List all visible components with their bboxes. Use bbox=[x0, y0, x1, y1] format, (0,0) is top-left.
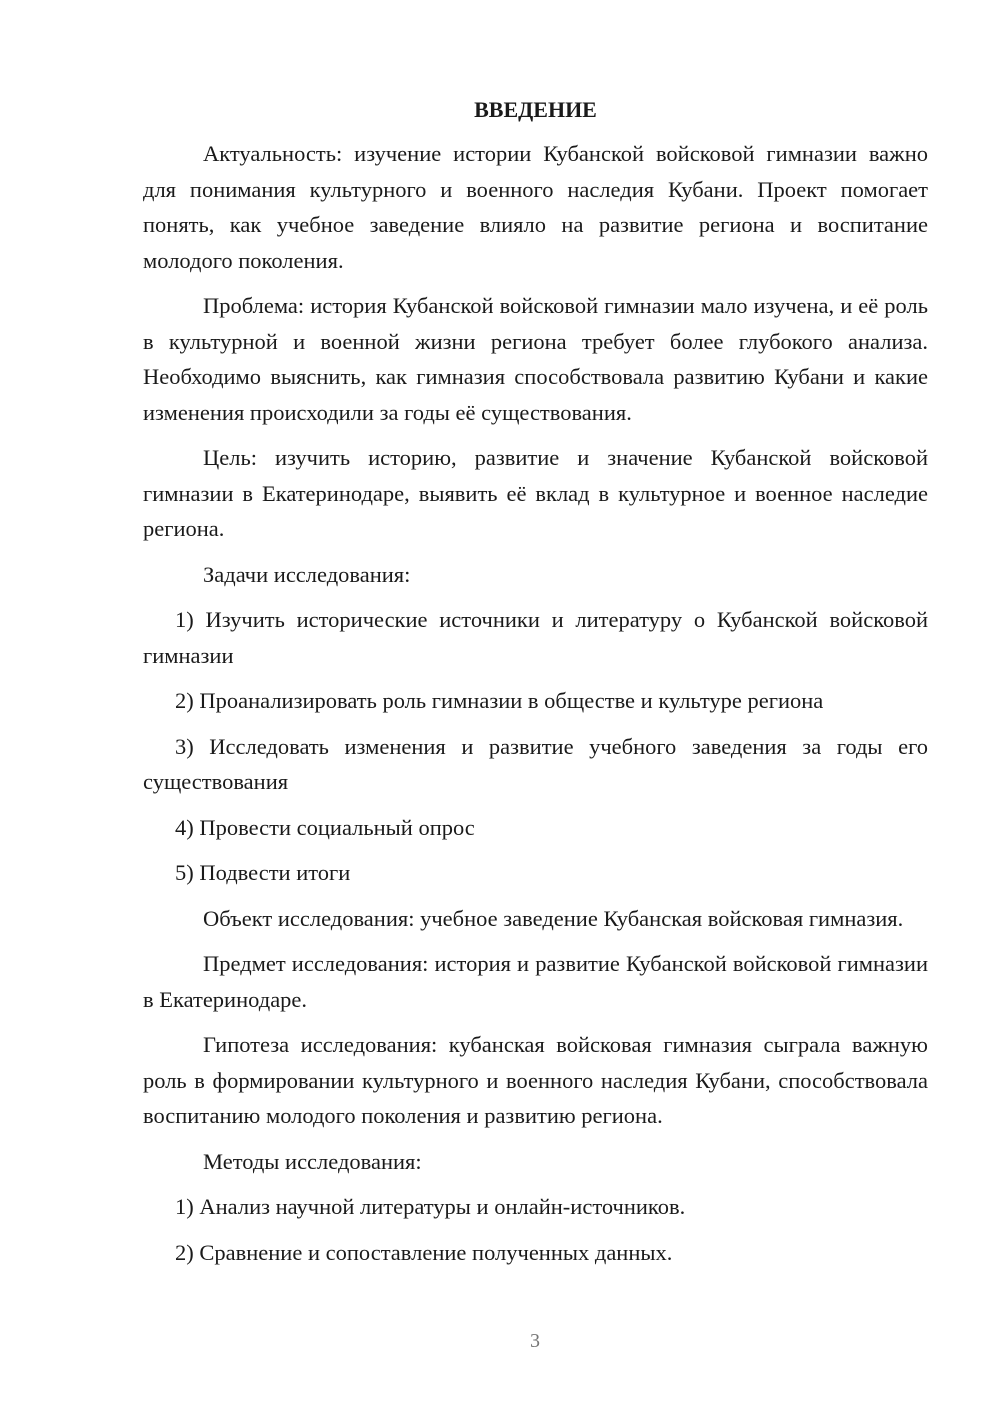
task-item-1: 1) Изучить исторические источники и литературу о Кубанской войсковой гимназии bbox=[143, 607, 928, 668]
task-item-5: 5) Подвести итоги bbox=[175, 860, 351, 885]
section-title: ВВЕДЕНИЕ bbox=[474, 97, 597, 122]
paragraph-relevance: Актуальность: изучение истории Кубанской войсковой гимназии важно для понимания культурного и военного наследия Кубани. Проект помогает понять, как учебное заведение влияло на развитие региона и воспитание молодого поколения. bbox=[143, 141, 928, 273]
page-number: 3 bbox=[530, 1330, 540, 1352]
paragraph-object: Объект исследования: учебное заведение Кубанская войсковая гимназия. bbox=[203, 905, 904, 931]
task-item-2: 2) Проанализировать роль гимназии в обществе и культуре региона bbox=[175, 688, 824, 713]
page-content bbox=[143, 90, 928, 1280]
task-item-3: 3) Исследовать изменения и развитие учебного заведения за годы его существования bbox=[143, 733, 928, 794]
paragraph-hypothesis: Гипотеза исследования: кубанская войсковая гимназия сыграла важную роль в формировании культурного и военного наследия Кубани, способствовала воспитанию молодого поколения и развитию региона. bbox=[143, 1032, 928, 1128]
tasks-heading: Задачи исследования: bbox=[203, 561, 411, 587]
methods-heading: Методы исследования: bbox=[203, 1148, 422, 1174]
paragraph-goal: Цель: изучить историю, развитие и значение Кубанской войсковой гимназии в Екатеринодаре, выявить её вклад в культурное и военное наследие региона. bbox=[143, 445, 928, 541]
method-item-2: 2) Сравнение и сопоставление полученных данных. bbox=[175, 1239, 673, 1265]
task-item-4: 4) Провести социальный опрос bbox=[175, 814, 475, 840]
paragraph-subject: Предмет исследования: история и развитие Кубанской войсковой гимназии в Екатеринодаре. bbox=[143, 951, 928, 1012]
method-item-1: 1) Анализ научной литературы и онлайн-источников. bbox=[175, 1194, 686, 1219]
paragraph-problem: Проблема: история Кубанской войсковой гимназии мало изучена, и её роль в культурной и военной жизни региона требует более глубокого анализа. Необходимо выяснить, как гимназия способствовала развитию Кубани и какие изменения происходили за годы её существования. bbox=[143, 293, 928, 425]
